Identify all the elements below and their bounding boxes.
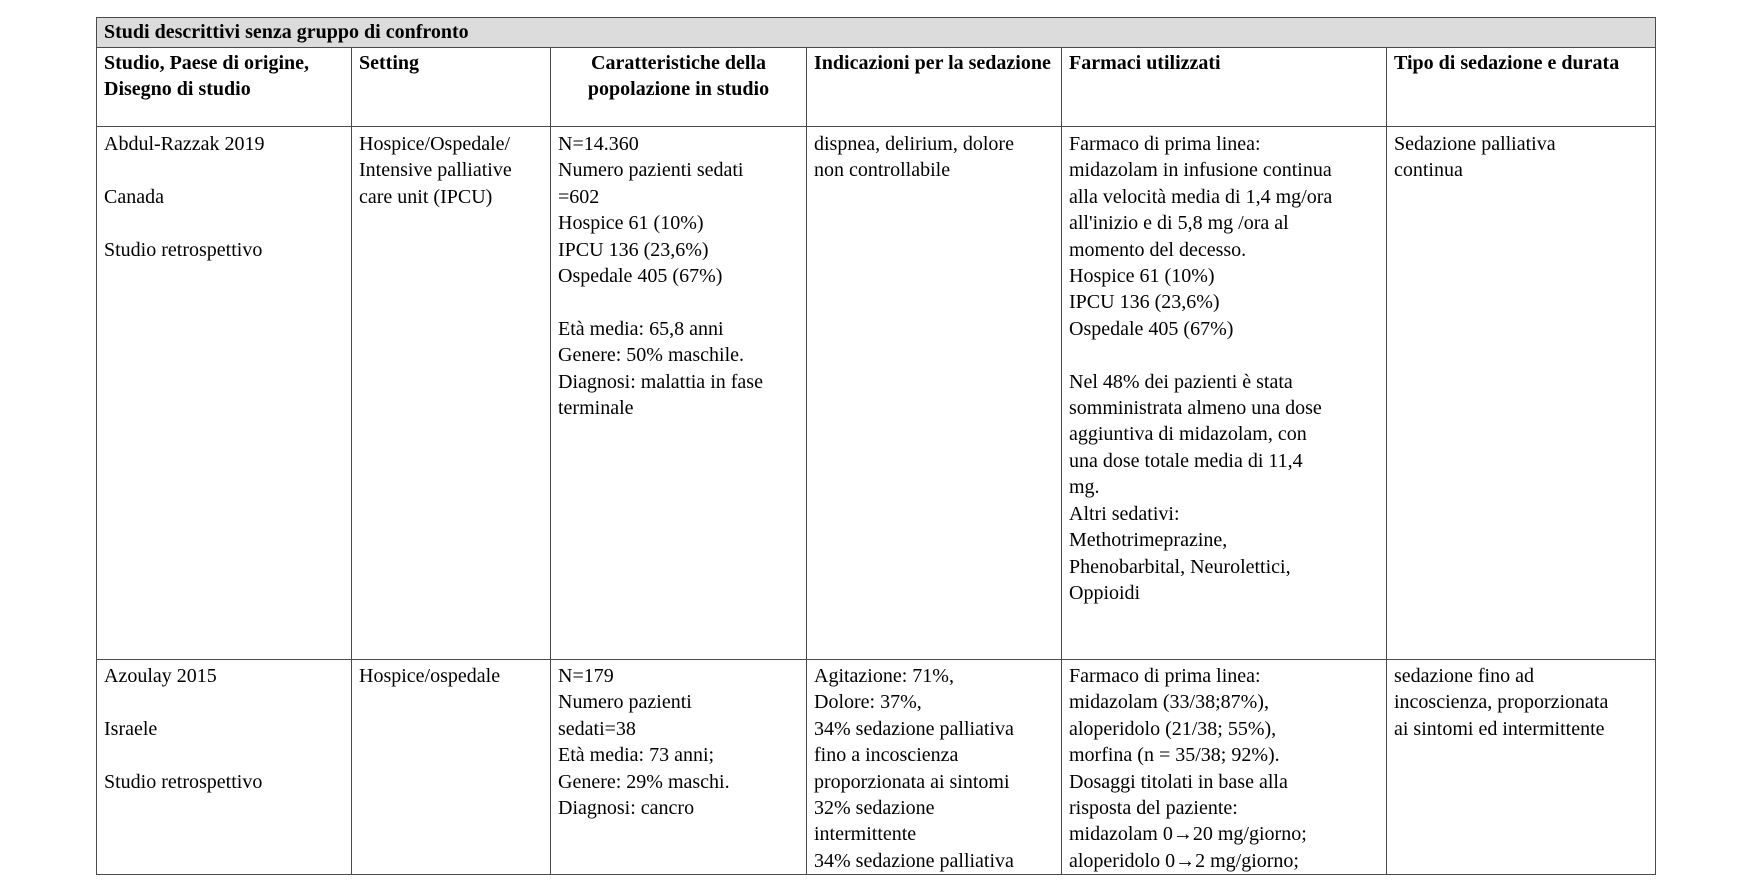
- table-row: [97, 660, 1656, 875]
- drugs-cell: Farmaco di prima linea: midazolam (33/38;87%), aloperidolo (21/38; 55%), morfina (n = 35/38; 92%). Dosaggi titolati in base alla risposta del paziente: midazolam 0→20 mg/giorno; aloperidolo 0→2 mg/giorno;: [1062, 660, 1387, 875]
- header-population: Caratteristiche della popolazione in studio: [551, 48, 807, 127]
- sedation-type-cell: Sedazione palliativa continua: [1387, 127, 1656, 660]
- header-setting: Setting: [352, 48, 551, 127]
- header-sedation-type: Tipo di sedazione e durata: [1387, 48, 1656, 127]
- table-title: Studi descrittivi senza gruppo di confronto: [97, 18, 1656, 48]
- indications-cell: dispnea, delirium, dolore non controllabile: [807, 127, 1062, 660]
- setting-cell: Hospice/ospedale: [352, 660, 551, 875]
- sedation-type-cell: sedazione fino ad incoscienza, proporzionata ai sintomi ed intermittente: [1387, 660, 1656, 875]
- setting-cell: Hospice/Ospedale/ Intensive palliative care unit (IPCU): [352, 127, 551, 660]
- drugs-cell: Farmaco di prima linea: midazolam in infusione continua alla velocità media di 1,4 mg/ora all'inizio e di 5,8 mg /ora al momento del decesso. Hospice 61 (10%) IPCU 136 (23,6%) Ospedale 405 (67%) Nel 48% dei pazienti è stata somministrata almeno una dose aggiuntiva di midazolam, con una dose totale media di 11,4 mg. Altri sedativi: Methotrimeprazine, Phenobarbital, Neurolettici, Oppioidi: [1062, 127, 1387, 660]
- study-cell: Azoulay 2015 Israele Studio retrospettivo: [97, 660, 352, 875]
- indications-cell: Agitazione: 71%, Dolore: 37%, 34% sedazione palliativa fino a incoscienza proporzionata ai sintomi 32% sedazione intermittente 34% sedazione palliativa: [807, 660, 1062, 875]
- study-cell: Abdul-Razzak 2019 Canada Studio retrospettivo: [97, 127, 352, 660]
- header-indications: Indicazioni per la sedazione: [807, 48, 1062, 127]
- table-row: [97, 127, 1656, 660]
- population-cell: N=14.360 Numero pazienti sedati =602 Hospice 61 (10%) IPCU 136 (23,6%) Ospedale 405 (67%) Età media: 65,8 anni Genere: 50% maschile. Diagnosi: malattia in fase terminale: [551, 127, 807, 660]
- header-drugs: Farmaci utilizzati: [1062, 48, 1387, 127]
- evidence-table: [96, 17, 1656, 875]
- table-title-row: [97, 18, 1656, 48]
- table-header-row: [97, 48, 1656, 127]
- header-study: Studio, Paese di origine, Disegno di studio: [97, 48, 352, 127]
- population-cell: N=179 Numero pazienti sedati=38 Età media: 73 anni; Genere: 29% maschi. Diagnosi: cancro: [551, 660, 807, 875]
